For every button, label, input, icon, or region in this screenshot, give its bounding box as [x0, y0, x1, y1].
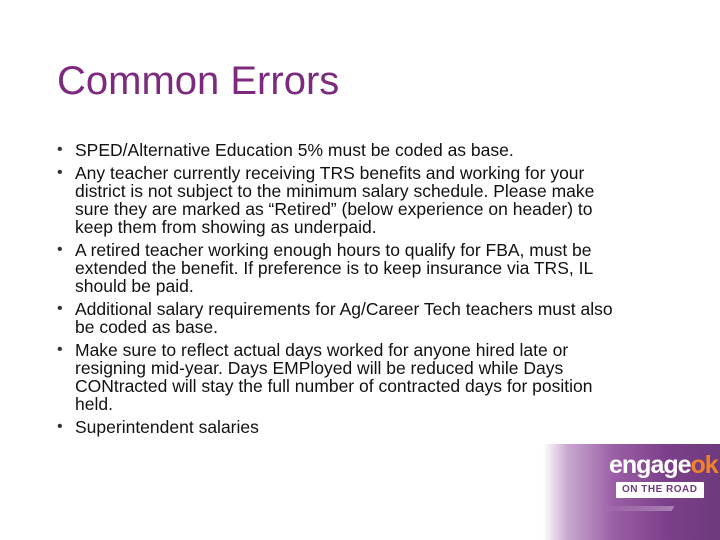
bullet-item: • Make sure to reflect actual days worked for anyone hired late or resigning mid-year. Days EMPloyed will be reduced while Days CONtracted will stay the full number of contracted days for position held.	[57, 341, 627, 413]
logo-tagline: ON THE ROAD	[616, 482, 704, 498]
engageok-logo	[543, 444, 720, 540]
bullet-item: • Additional salary requirements for Ag/Career Tech teachers must also be coded as base.	[57, 300, 627, 336]
bullet-item: • Superintendent salaries	[57, 418, 627, 436]
slide-title: Common Errors	[57, 59, 340, 103]
bullet-item: • Any teacher currently receiving TRS benefits and working for your district is not subject to the minimum salary schedule. Please make sure they are marked as “Retired” (below experience on header) to keep them from showing as underpaid.	[57, 164, 627, 236]
bullet-list	[57, 141, 627, 441]
bullet-item: • SPED/Alternative Education 5% must be coded as base.	[57, 141, 627, 159]
logo-wordmark-ok: ok	[690, 451, 718, 479]
logo-wordmark	[609, 450, 718, 480]
bullet-item: • A retired teacher working enough hours to qualify for FBA, must be extended the benefit. If preference is to keep insurance via TRS, IL should be paid.	[57, 241, 627, 295]
logo-wordmark-engage: engage	[609, 451, 691, 479]
logo-road-stripe	[602, 506, 675, 511]
